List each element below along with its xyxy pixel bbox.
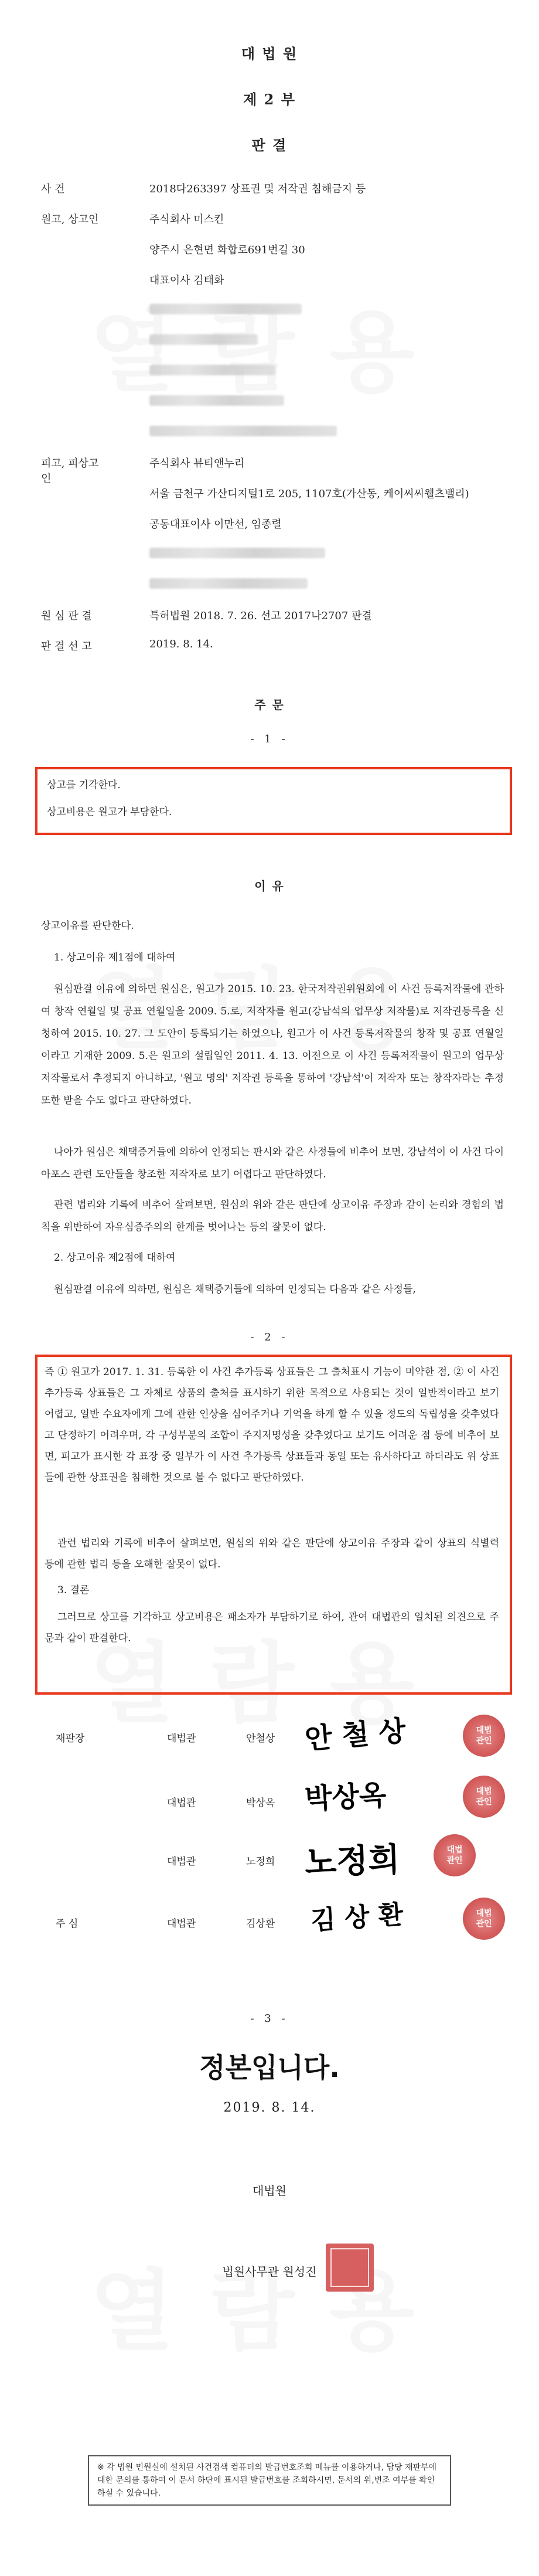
certification-court: 대법원 bbox=[253, 2184, 286, 2198]
section-3-title: 3. 결론 bbox=[57, 1584, 90, 1596]
section-1-title: 1. 상고이유 제1점에 대하여 bbox=[54, 952, 176, 963]
plaintiff-address: 양주시 은현면 화합로691번길 30 bbox=[149, 244, 305, 256]
signature-row bbox=[0, 1894, 539, 1953]
reasons-heading: 이 유 bbox=[254, 879, 285, 893]
signature-row bbox=[0, 1712, 539, 1771]
lower-judgment-label: 원 심 판 결 bbox=[41, 610, 92, 622]
verification-notice: ※ 각 법원 민원실에 설치된 사건검색 컴퓨터의 발급번호조회 메뉴를 이용하거나, 담당 재판부에 대한 문의를 통하여 이 문서 하단에 표시된 발급번호를 조회하시면, 문서의 위,변조 여부를 확인하실 수 있습니다. bbox=[88, 2455, 451, 2506]
defendant-representative: 공동대표이사 이만선, 임종렬 bbox=[149, 518, 282, 531]
defendant-name: 주식회사 뷰티앤누리 bbox=[149, 457, 245, 470]
section-1-paragraph-2: 나아가 원심은 채택증거들에 의하여 인정되는 판시와 같은 사정들에 비추어 보면, 강남석이 이 사건 다이아포스 관련 도안들을 창조한 저작자로 보기 어렵다고 판단하였다. bbox=[41, 1146, 504, 1180]
section-2-paragraph-3: 관련 법리와 기록에 비추어 살펴보면, 원심의 위와 같은 판단에 상고이유 주장과 같이 상표의 식별력 등에 관한 법리 등을 오해한 잘못이 없다. bbox=[45, 1538, 499, 1570]
watermark bbox=[0, 2240, 539, 2367]
redacted-text bbox=[149, 304, 302, 314]
redacted-text bbox=[149, 578, 308, 589]
order-line: 상고비용은 원고가 부담한다. bbox=[47, 806, 172, 818]
signature-title: 대법관 bbox=[167, 1856, 196, 1868]
signature-title: 대법관 bbox=[167, 1733, 196, 1745]
section-3-paragraph: 그러므로 상고를 기각하고 상고비용은 패소자가 부담하기로 하여, 관여 대법관의 일치된 의견으로 주문과 같이 판결한다. bbox=[45, 1611, 499, 1644]
seal-stamp: 대법 관인 bbox=[463, 1715, 505, 1757]
redacted-text bbox=[149, 365, 275, 375]
redacted-text bbox=[149, 334, 258, 345]
seal-stamp: 대법 관인 bbox=[463, 1898, 505, 1940]
signature-name: 박상옥 bbox=[246, 1797, 275, 1809]
signature-name: 김상환 bbox=[246, 1918, 275, 1930]
certification-date: 2019. 8. 14. bbox=[223, 2100, 316, 2115]
signature-role: 주 심 bbox=[56, 1918, 79, 1930]
handwritten-signature: 안 철 상 bbox=[303, 1714, 408, 1756]
handwritten-signature: 김 상 환 bbox=[309, 1899, 405, 1936]
certification-officer: 법원사무관 원성진 bbox=[222, 2265, 317, 2279]
lower-judgment-value: 특허법원 2018. 7. 26. 선고 2017나2707 판결 bbox=[149, 610, 372, 622]
signature-row bbox=[0, 1830, 539, 1888]
plaintiff-name: 주식회사 미스킨 bbox=[149, 213, 224, 226]
section-1-paragraph-1: 원심판결 이유에 의하면 원심은, 원고가 2015. 10. 23. 한국저작권위원회에 이 사건 등록저작물에 관하여 창작 연월일 및 공표 연월일을 2009. 5.로, 저작자를 원고(강남석의 업무상 저작물)로 저작권등록을 신청하여 2015. 10. 27. 그 도안이 등록되기는 하였으나, 원고가 이 사건 등록저작물의 창작 및 공표 연월일이라고 기재한 2009. 5.은 원고의 설립일인 2011. 4. 13. 이전으로 이 사건 등록저작물이 원고의 업무상 저작물로서 추정되지 아니하고, '원고 명의' 저작권 등록을 통하여 '강남석'이 저작자 또는 창작자라는 추정 또한 받을 수도 없다고 판단하였다. bbox=[41, 983, 504, 1107]
section-2-title: 2. 상고이유 제2점에 대하여 bbox=[54, 1252, 176, 1264]
page-number: - 1 - bbox=[250, 733, 289, 745]
plaintiff-label: 원고, 상고인 bbox=[41, 213, 99, 226]
section-1-paragraph-3: 관련 법리와 기록에 비추어 살펴보면, 원심의 위와 같은 판단에 상고이유 주장과 같이 논리와 경험의 법칙을 위반하여 자유심증주의의 한계를 벗어나는 등의 잘못이 없다. bbox=[41, 1199, 504, 1233]
case-label: 사 건 bbox=[41, 183, 65, 195]
page-number: - 3 - bbox=[250, 2012, 289, 2025]
reasons-intro: 상고이유를 판단한다. bbox=[41, 920, 134, 932]
section-2-paragraph-1: 원심판결 이유에 의하면, 원심은 채택증거들에 의하여 인정되는 다음과 같은 사정들, bbox=[54, 1284, 416, 1295]
sentence-date-value: 2019. 8. 14. bbox=[149, 638, 213, 650]
defendant-address: 서울 금천구 가산디지털1로 205, 1107호(가산동, 케이씨씨웰츠밸리) bbox=[149, 488, 469, 500]
handwritten-signature: 노정희 bbox=[304, 1841, 401, 1882]
order-heading: 주 문 bbox=[254, 698, 285, 712]
document-type: 판 결 bbox=[251, 137, 288, 154]
handwritten-signature: 박상옥 bbox=[303, 1779, 387, 1816]
watermark bbox=[0, 281, 539, 408]
redacted-text bbox=[149, 426, 337, 436]
defendant-label: 피고, 피상고인 bbox=[41, 457, 99, 485]
signature-title: 대법관 bbox=[167, 1918, 196, 1930]
redacted-text bbox=[149, 548, 325, 558]
signature-row bbox=[0, 1771, 539, 1830]
section-2-paragraph-2: 즉 ① 원고가 2017. 1. 31. 등록한 이 사건 추가등록 상표들은 그 출처표시 기능이 미약한 점, ② 이 사건 추가등록 상표들은 그 자체로 상품의 출처를 표시하기 위한 목적으로 사용되는 것이 일반적이라고 보기 어렵고, 일반 수요자에게 그에 관한 인상을 심어주거나 기억을 하게 할 수 있을 정도의 독립성을 갖추었다고 단정하기 어려우며, 각 구성부분의 조합이 주지저명성을 갖추었다고 보기도 어려운 점 등에 비추어 보면, 피고가 표시한 각 표장 중 일부가 이 사건 추가등록 상표들과 동일 또는 유사하다고 하더라도 위 상표들에 관한 상표권을 침해한 것으로 볼 수 없다고 판단하였다. bbox=[45, 1366, 499, 1484]
signature-name: 노정희 bbox=[246, 1856, 275, 1868]
signature-role: 재판장 bbox=[56, 1733, 85, 1745]
seal-stamp: 대법 관인 bbox=[434, 1834, 476, 1876]
division-title: 제 2 부 bbox=[243, 91, 296, 108]
court-seal-stamp bbox=[326, 2244, 374, 2292]
redacted-text bbox=[149, 395, 284, 406]
signature-title: 대법관 bbox=[167, 1797, 196, 1809]
court-title: 대 법 원 bbox=[241, 45, 298, 62]
page-number: - 2 - bbox=[250, 1331, 289, 1343]
certification-heading: 정본입니다. bbox=[199, 2052, 340, 2083]
case-value: 2018다263397 상표권 및 저작권 침해금지 등 bbox=[149, 183, 366, 195]
plaintiff-representative: 대표이사 김태화 bbox=[149, 274, 224, 287]
signature-name: 안철상 bbox=[246, 1733, 275, 1745]
seal-stamp: 대법 관인 bbox=[463, 1776, 505, 1818]
order-line: 상고를 기각한다. bbox=[47, 779, 121, 791]
sentence-date-label: 판 결 선 고 bbox=[41, 640, 92, 653]
